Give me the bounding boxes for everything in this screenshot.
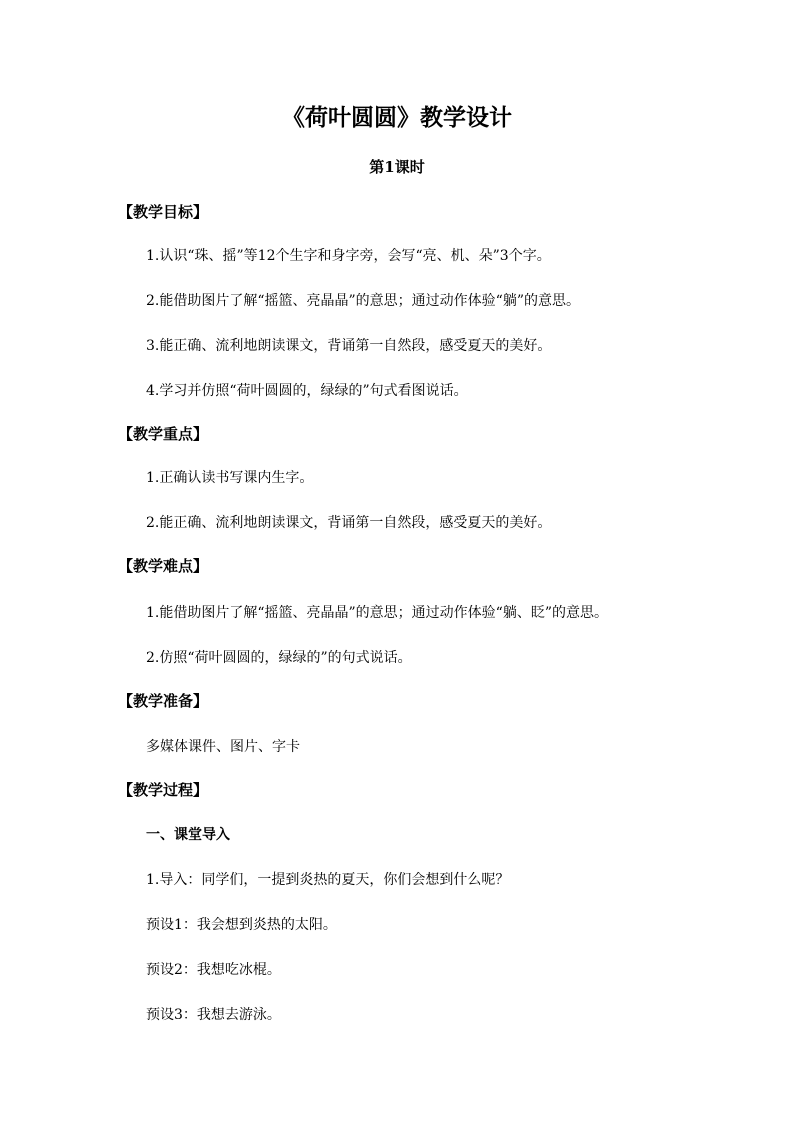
difficulty-item-1: 1.能借助图片了解“摇篮、亮晶晶”的意思；通过动作体验“躺、眨”的意思。 [146, 605, 608, 621]
difficulty-item-2: 2.仿照“荷叶圆圆的，绿绿的”的句式说话。 [146, 650, 412, 666]
preparation-item-1: 多媒体课件、图片、字卡 [146, 739, 300, 755]
document-title: 《荷叶圆圆》教学设计 [282, 104, 512, 131]
key-point-item-1: 1.正确认读书写课内生字。 [146, 470, 314, 486]
process-subheading-intro: 一、课堂导入 [146, 827, 230, 843]
section-heading-objectives: 【教学目标】 [118, 203, 209, 221]
key-point-item-2: 2.能正确、流利地朗读课文，背诵第一自然段，感受夏天的美好。 [146, 515, 552, 531]
section-heading-preparation: 【教学准备】 [118, 692, 209, 710]
objective-item-4: 4.学习并仿照“荷叶圆圆的，绿绿的”句式看图说话。 [146, 383, 468, 399]
objective-item-1: 1.认识“珠、摇”等12个生字和身字旁，会写“亮、机、朵”3个字。 [146, 248, 551, 264]
section-heading-difficulties: 【教学难点】 [118, 557, 209, 575]
process-item-3: 预设2：我想吃冰棍。 [146, 962, 281, 978]
section-heading-key-points: 【教学重点】 [118, 425, 209, 443]
objective-item-3: 3.能正确、流利地朗读课文，背诵第一自然段，感受夏天的美好。 [146, 338, 552, 354]
process-item-4: 预设3：我想去游泳。 [146, 1007, 281, 1023]
objective-item-2: 2.能借助图片了解“摇篮、亮晶晶”的意思；通过动作体验“躺”的意思。 [146, 293, 580, 309]
document-subtitle: 第1课时 [369, 158, 425, 176]
process-item-1: 1.导入：同学们，一提到炎热的夏天，你们会想到什么呢？ [146, 872, 510, 888]
process-item-2: 预设1：我会想到炎热的太阳。 [146, 917, 337, 933]
section-heading-process: 【教学过程】 [118, 781, 209, 799]
